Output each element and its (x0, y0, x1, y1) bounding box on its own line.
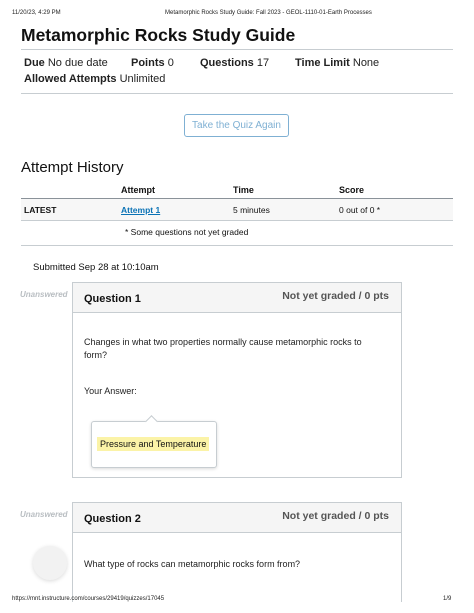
points-field (131, 57, 174, 69)
attempt-1-link[interactable]: Attempt 1 (121, 205, 161, 215)
question-2-status: Unanswered (20, 510, 68, 519)
answer-label: Your Answer: (84, 386, 137, 396)
grading-note: * Some questions not yet graded (125, 227, 249, 237)
points-label: Points (131, 57, 165, 69)
questions-field (200, 57, 269, 69)
title-divider (21, 49, 453, 50)
questions-label: Questions (200, 57, 254, 69)
due-field (24, 57, 108, 69)
col-attempt: Attempt (121, 185, 155, 195)
col-score: Score (339, 185, 365, 195)
attempts-value: Unlimited (119, 73, 166, 85)
print-page-number: 1/9 (443, 596, 452, 602)
time-limit-field (295, 57, 379, 69)
question-1-points: Not yet graded / 0 pts (282, 290, 389, 302)
answer-text: Pressure and Temperature (97, 437, 209, 451)
question-2-text: What type of rocks can metamorphic rocks form from? (84, 559, 301, 569)
attempts-label: Allowed Attempts (24, 73, 117, 85)
points-value: 0 (167, 57, 174, 69)
meta-divider (21, 93, 453, 94)
question-2-points: Not yet graded / 0 pts (282, 510, 389, 522)
time-limit-value: None (352, 57, 380, 69)
attempt-score: 0 out of 0 * (339, 205, 381, 215)
due-value: No due date (47, 57, 108, 69)
time-limit-label: Time Limit (295, 57, 350, 69)
print-title: Metamorphic Rocks Study Guide: Fall 2023 - GEOL-1110-01-Earth Processes (165, 10, 372, 16)
floating-action-button[interactable] (33, 546, 67, 580)
questions-value: 17 (256, 57, 270, 69)
history-row-divider (21, 220, 453, 221)
page-title: Metamorphic Rocks Study Guide (21, 25, 296, 45)
question-2-card (72, 502, 402, 602)
print-datetime: 11/20/23, 4:29 PM (12, 10, 61, 16)
latest-label: LATEST (24, 205, 57, 215)
submitted-timestamp: Submitted Sep 28 at 10:10am (33, 262, 159, 273)
history-bottom-divider (21, 245, 453, 246)
due-label: Due (24, 57, 45, 69)
print-url: https://mnt.instructure.com/courses/29419/quizzes/17045 (12, 596, 165, 602)
question-1-title: Question 1 (84, 293, 141, 305)
answer-box-pointer (145, 415, 158, 428)
attempt-history-heading: Attempt History (21, 159, 124, 176)
attempts-field (24, 73, 165, 85)
attempt-time: 5 minutes (233, 205, 270, 215)
col-time: Time (233, 185, 254, 195)
question-1-card (72, 282, 402, 478)
question-1-text: Changes in what two properties normally cause metamorphic rocks to form? (84, 337, 362, 360)
take-quiz-again-button[interactable]: Take the Quiz Again (184, 114, 289, 137)
question-2-title: Question 2 (84, 513, 141, 525)
answer-box (91, 421, 217, 468)
question-1-status: Unanswered (20, 290, 68, 299)
